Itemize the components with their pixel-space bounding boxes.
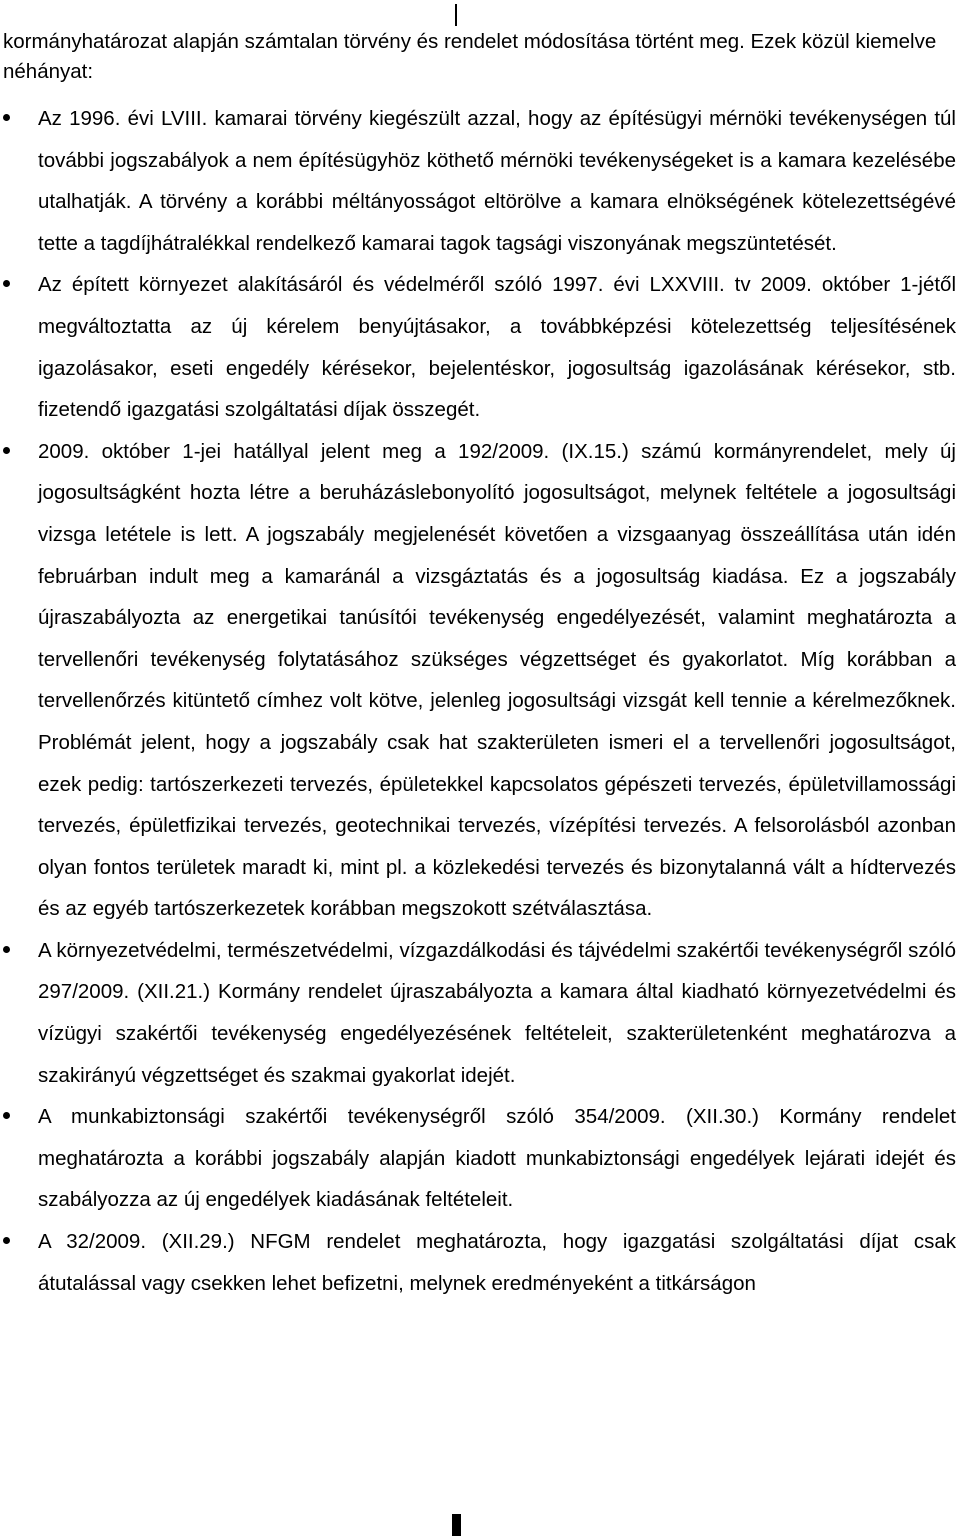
list-item xyxy=(0,1096,956,1221)
amendment-list xyxy=(0,98,956,1304)
document-body xyxy=(0,27,956,1304)
list-item xyxy=(0,98,956,264)
bullet-icon xyxy=(3,946,10,953)
bullet-icon xyxy=(3,280,10,287)
list-item-text: 2009. október 1-jei hatállyal jelent meg a 192/2009. (IX.15.) számú kormányrendelet, mely új jogosultságként hozta létre a beruházáslebonyolító jogosultságot, melynek feltétele a jogosultsági vizsga letétele is lett. A jogszabály megjelenését követően a vizsgaanyag összeállítása után idén februárban indult meg a kamaránál a vizsgáztatás és a jogosultság kiadása. Ez a jogszabály újraszabályozta az energetikai tanúsítói tevékenység engedélyezését, valamint meghatározta a tervellenőri tevékenység folytatásához szükséges végzettséget és gyakorlatot. Míg korábban a tervellenőrzés kitüntető címhez volt kötve, jelenleg jogosultsági vizsgát kell tennie a kérelmezőknek. Problémát jelent, hogy a jogszabály csak hat szakterületen ismeri el a tervellenőri jogosultságot, ezek pedig: tartószerkezeti tervezés, épületekkel kapcsolatos gépészeti tervezés, épületvillamossági tervezés, épületfizikai tervezés, geotechnikai tervezés, vízépítési tervezés. A felsorolásból azonban olyan fontos területek maradt ki, mint pl. a közlekedési tervezés és bizonytalanná vált a hídtervezés és az egyéb tartószerkezetek korábban megszokott szétválasztása. xyxy=(38,439,956,921)
bullet-icon xyxy=(3,114,10,121)
list-item-text: Az 1996. évi LVIII. kamarai törvény kiegészült azzal, hogy az építésügyi mérnöki tevékenységen túl további jogszabályok a nem építésügyhöz köthető mérnöki tevékenységeket is a kamara kezelésébe utalhatják. A törvény a korábbi méltányosságot eltörölve a kamara elnökségének kötelezettségévé tette a tagdíjhátralékkal rendelkező kamarai tagok tagsági viszonyának megszüntetését. xyxy=(38,107,956,255)
list-item xyxy=(0,431,956,930)
list-item xyxy=(0,1221,956,1304)
list-item-text: A környezetvédelmi, természetvédelmi, vízgazdálkodási és tájvédelmi szakértői tevékenységről szóló 297/2009. (XII.21.) Kormány rendelet újraszabályozta a kamara által kiadható környezetvédelmi és vízügyi szakértői tevékenység engedélyezésének feltételeit, szakterületenként meghatározva a szakirányú végzettséget és szakmai gyakorlat idejét. xyxy=(38,938,956,1087)
list-item-text: Az épített környezet alakításáról és védelméről szóló 1997. évi LXXVIII. tv 2009. október 1-jétől megváltoztatta az új kérelem benyújtásakor, a továbbképzési kötelezettség teljesítésének igazolásakor, eseti engedély kérésekor, bejelentéskor, jogosultság igazolásának kérésekor, stb. fizetendő igazgatási szolgáltatási díjak összegét. xyxy=(38,273,956,422)
intro-paragraph: kormányhatározat alapján számtalan törvény és rendelet módosítása történt meg. Ezek közül kiemelve néhányat: xyxy=(3,30,937,83)
list-item-text: A munkabiztonsági szakértői tevékenységről szóló 354/2009. (XII.30.) Kormány rendelet meghatározta a korábbi jogszabály alapján kiadott munkabiztonsági engedélyek lejárati idejét és szabályozza az új engedélyek kiadásának feltételeit. xyxy=(38,1105,956,1212)
list-item xyxy=(0,930,956,1096)
list-item xyxy=(0,264,956,430)
bullet-icon xyxy=(3,1237,10,1244)
text-cursor-marker xyxy=(455,4,457,26)
page-end-marker xyxy=(452,1514,461,1536)
bullet-icon xyxy=(3,1112,10,1119)
list-item-text: A 32/2009. (XII.29.) NFGM rendelet meghatározta, hogy igazgatási szolgáltatási díjat csak átutalással vagy csekken lehet befizetni, melynek eredményeként a titkárságon xyxy=(38,1230,956,1295)
bullet-icon xyxy=(3,447,10,454)
